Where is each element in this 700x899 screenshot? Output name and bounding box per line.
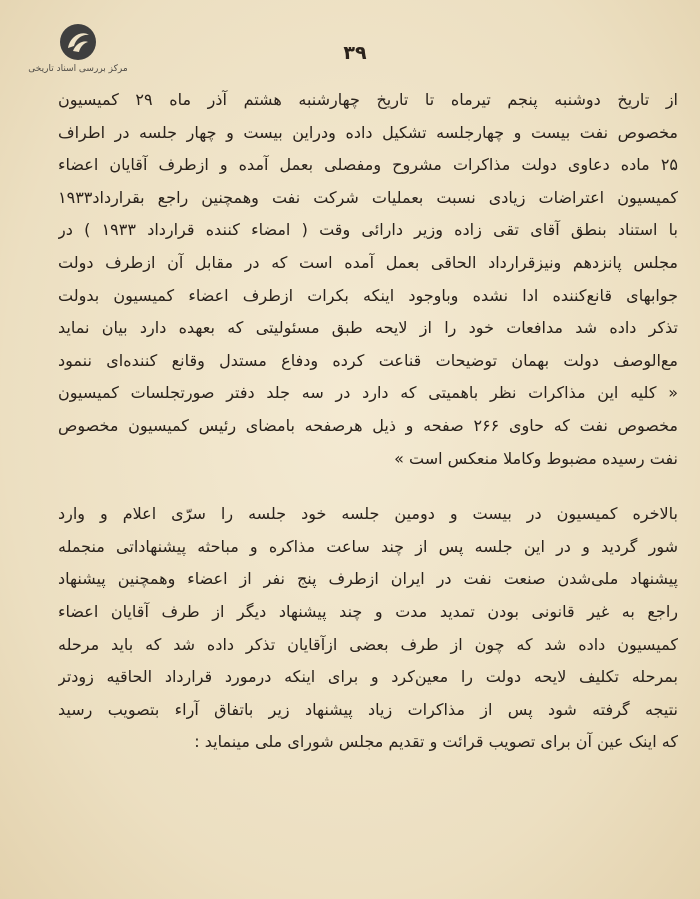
text-line: راجع به غیر قانونی بودن تمدید مدت و چند پیشنهاد دیگر از طرف آقایان اعضاء (58, 601, 678, 621)
paragraph-1 (58, 84, 678, 475)
text-line: شور گردید و در این جلسه پس از چند ساعت مذاکره و مباحثه پیشنهاداتی منجمله (58, 536, 678, 556)
text-line: بالاخره کمیسیون در بیست و دومین جلسه خود جلسه را سرّی اعلام و وارد (58, 504, 678, 524)
logo-caption: مرکز بررسی اسناد تاریخی (28, 64, 128, 74)
text-line: کمیسیون داده شد که چون از طرف بعضی ازآقایان تذکر داده شد که باید مرحله (58, 634, 678, 654)
body-text (58, 84, 678, 759)
text-line: نفت رسیده مضبوط وکاملا منعکس است » (394, 448, 678, 468)
page-number: ۳۹ (343, 42, 367, 64)
text-line: از تاریخ دوشنبه پنجم تیرماه تا تاریخ چهارشنبه هشتم آذر ماه ۲۹ کمیسیون (58, 90, 678, 109)
text-line: کمیسیون اعتراضات زیادی نسبت بعملیات شرکت نفت وهمچنین راجع بقرارداد۱۹۳۳ (58, 187, 678, 207)
paragraph-2 (58, 498, 678, 759)
text-line: مخصوص نفت که حاوی ۲۶۶ صفحه و ذیل هرصفحه بامضای رئیس کمیسیون مخصوص (58, 415, 678, 435)
text-line: مخصوص نفت بیست و چهارجلسه تشکیل داده ودراین بیست و چهار جلسه در اطراف (58, 122, 678, 142)
text-line: با استناد بنطق آقای تقی زاده وزیر دارائی وقت ( امضاء کننده قرارداد ۱۹۳۳ ) در (58, 220, 678, 240)
text-line: مع‌الوصف دولت بهمان توضیحات قناعت کرده ودفاع مستدل وقانع کننده‌ای ننمود (58, 350, 678, 370)
swirl-emblem-icon (58, 22, 98, 62)
text-line: جوابهای قانع‌کننده ادا نشده وباوجود اینکه بکرات ازطرف اعضاء کمیسیون بدولت (58, 285, 678, 305)
text-line: مجلس پانزدهم ونیزقرارداد الحاقی بعمل آمده است که در مقابل آن ازطرف دولت (58, 252, 678, 272)
text-line: بمرحله تکلیف لایحه دولت را معین‌کرد و برای اینکه درمورد قرارداد الحاقیه زودتر (58, 667, 678, 687)
archive-logo (22, 22, 134, 84)
text-line: که اینک عین آن برای تصویب قرائت و تقدیم مجلس شورای ملی مینماید : (194, 732, 678, 752)
text-line: تذکر داده شد مدافعات خود را از لایحه طبق مسئولیتی که بعهده دارد بیان نماید (58, 318, 678, 338)
text-line: پیشنهاد ملی‌شدن صنعت نفت در ایران ازطرف پنج نفر از اعضاء وهمچنین پیشنهاد (58, 569, 678, 589)
text-line: « کلیه این مذاکرات نظر باهمیتی که دارد در سه جلد دفتر صورتجلسات کمیسیون (58, 383, 678, 403)
text-line: ۲۵ ماده دعاوی دولت مذاکرات مشروح ومفصلی بعمل آمده و ازطرف آقایان اعضاء (58, 155, 678, 175)
text-line: نتیجه گرفته شود پس از مذاکرات زیاد پیشنهاد زیر باتفاق آراء بتصویب رسید (58, 699, 678, 719)
